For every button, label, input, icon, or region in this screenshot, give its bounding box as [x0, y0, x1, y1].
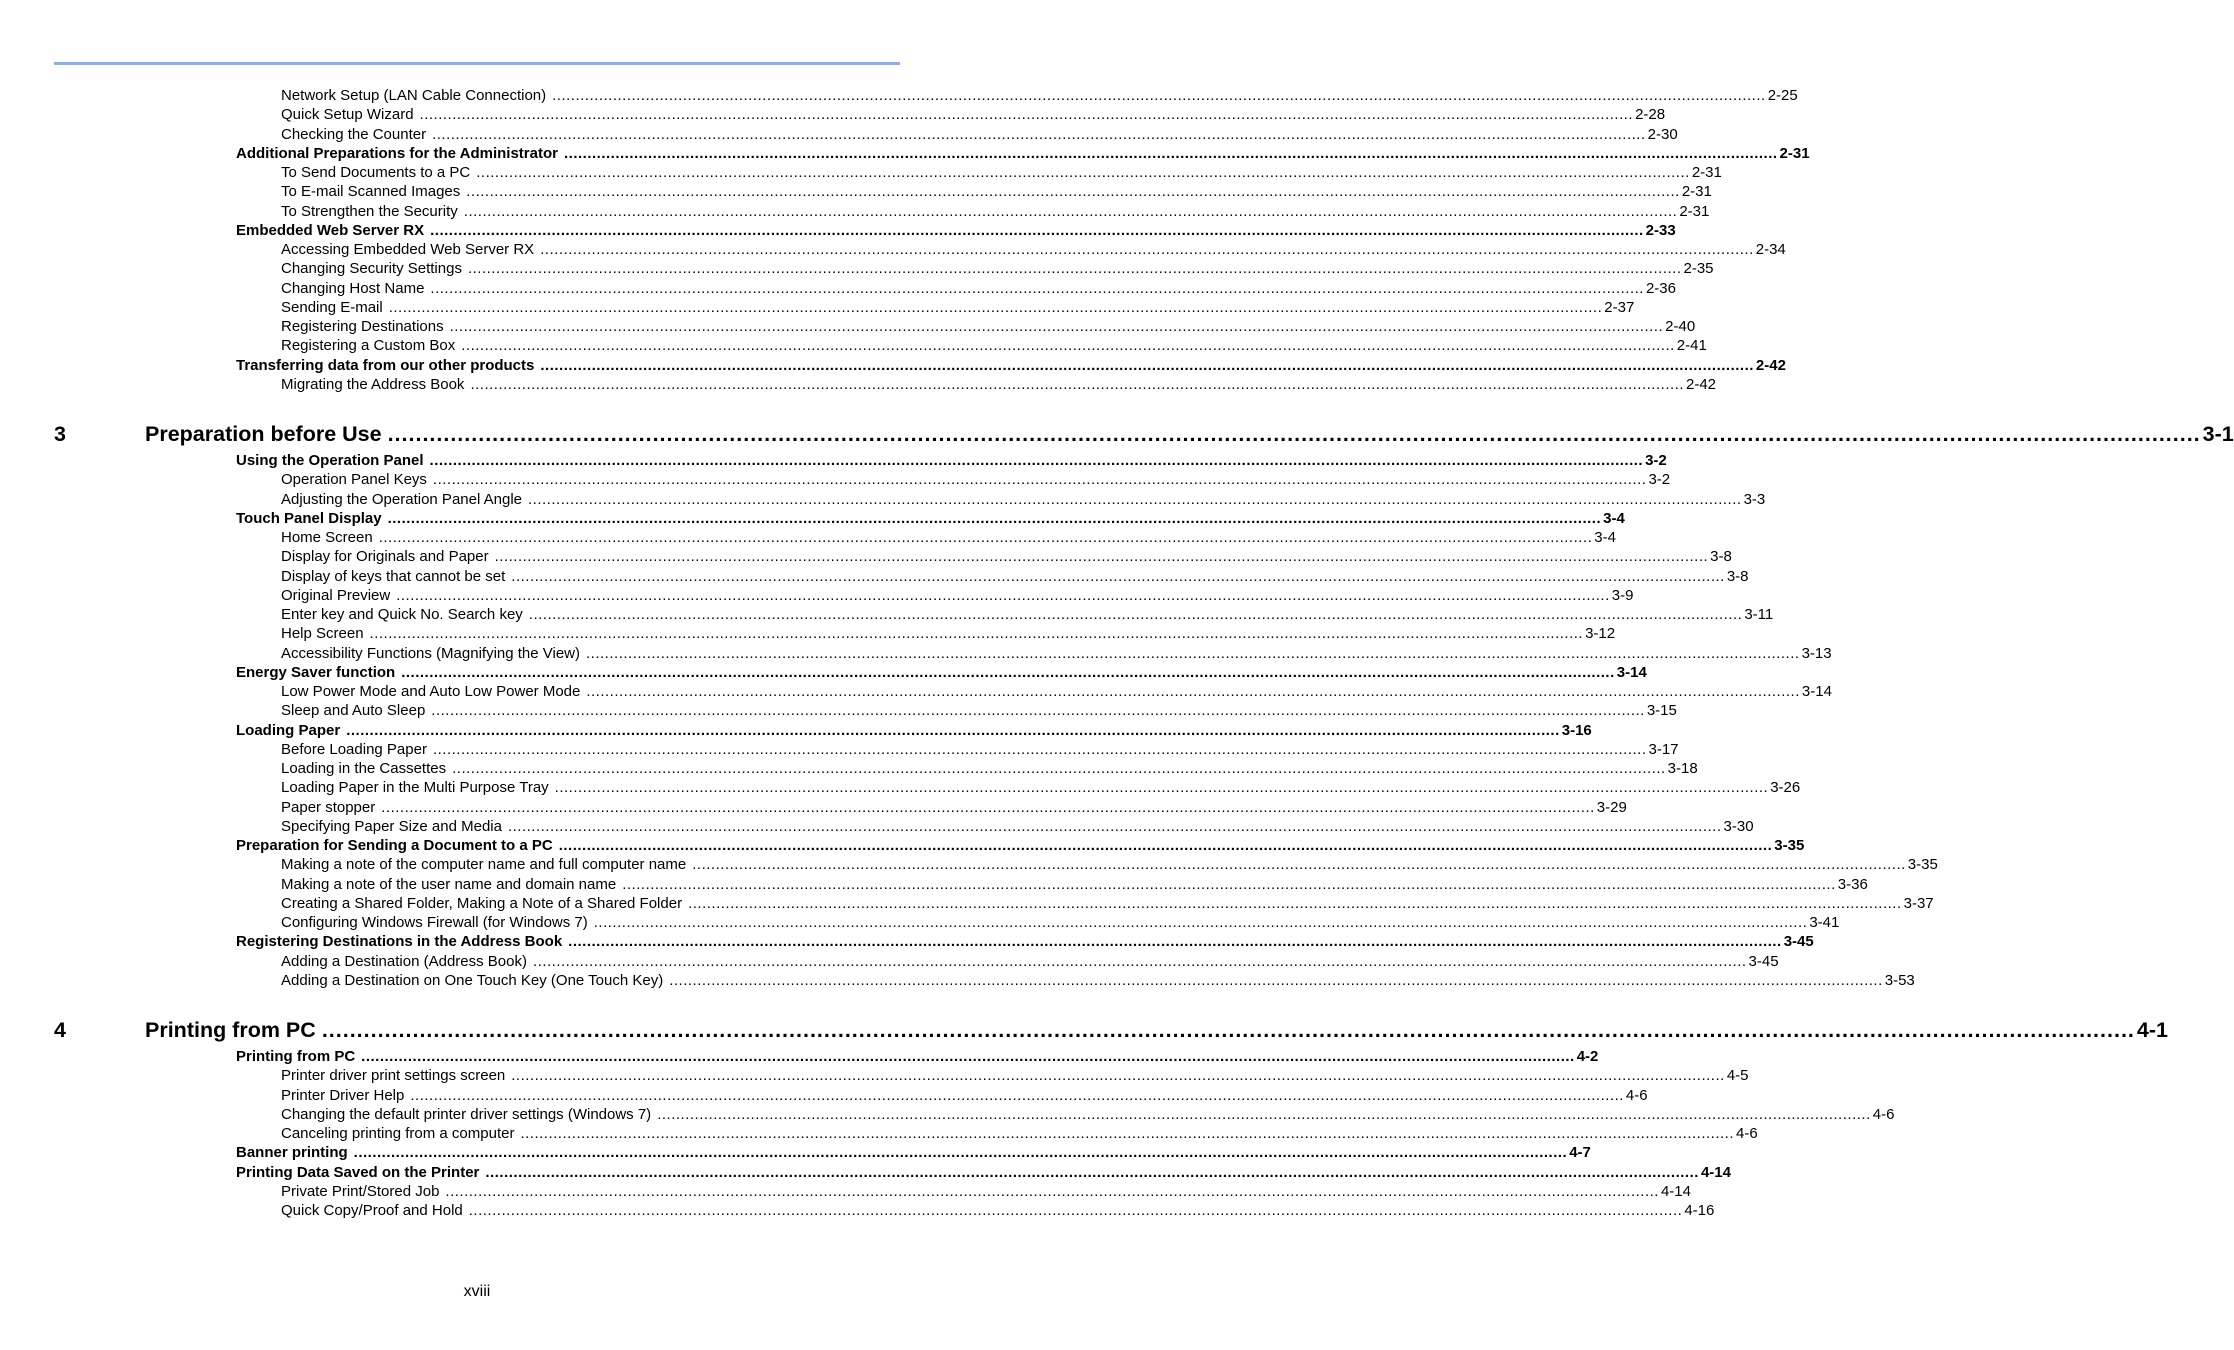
toc-section-entry[interactable] — [236, 1143, 1591, 1163]
entry-title: Enter key and Quick No. Search key — [281, 606, 523, 623]
dot-leader: .................................................................................................................................................................................................................................................................... — [563, 144, 1778, 162]
dot-leader: .................................................................................................................................................................................................................................................................... — [346, 721, 1560, 739]
entry-title: Changing Security Settings — [281, 260, 462, 278]
toc-section-entry[interactable] — [236, 509, 1625, 529]
entry-page-number: 3-29 — [1596, 798, 1627, 816]
entry-title: Registering Destinations — [281, 318, 444, 335]
entry-title: Home Screen — [281, 529, 373, 546]
dot-leader: .................................................................................................................................................................................................................................................................... — [396, 586, 1610, 604]
entry-page-number: 3-35 — [1774, 837, 1805, 854]
toc-section-entry[interactable] — [236, 932, 1814, 952]
entry-page-number: 4-14 — [1700, 1163, 1731, 1181]
dot-leader: .................................................................................................................................................................................................................................................................... — [378, 529, 1593, 546]
entry-title: Loading in the Cassettes — [281, 760, 447, 777]
entry-title: Low Power Mode and Auto Low Power Mode — [281, 683, 581, 700]
entry-title: Operation Panel Keys — [281, 471, 427, 489]
dot-leader: .................................................................................................................................................................................................................................................................... — [430, 279, 1644, 297]
entry-title: Energy Saver function — [236, 663, 396, 681]
entry-page-number: 4-16 — [1684, 1202, 1715, 1219]
dot-leader: .................................................................................................................................................................................................................................................................... — [430, 221, 1644, 239]
dot-leader: .................................................................................................................................................................................................................................................................... — [669, 971, 1883, 989]
entry-title: Embedded Web Server RX — [236, 221, 425, 239]
entry-page-number: 3-13 — [1801, 644, 1832, 662]
dot-leader: .................................................................................................................................................................................................................................................................... — [432, 125, 1646, 143]
dot-leader: .................................................................................................................................................................................................................................................................... — [468, 1202, 1683, 1219]
entry-page-number: 3-11 — [1744, 606, 1774, 623]
entry-page-number: 3-53 — [1884, 971, 1915, 989]
entry-page-number: 2-31 — [1681, 183, 1712, 201]
toc-subsection-entry[interactable] — [281, 125, 1678, 145]
toc-subsection-entry[interactable] — [281, 298, 1635, 318]
page-number: xviii — [463, 1283, 491, 1300]
dot-leader: .................................................................................................................................................................................................................................................................... — [511, 567, 1725, 585]
entry-page-number: 3-3 — [1743, 490, 1766, 508]
entry-page-number: 2-36 — [1645, 279, 1676, 297]
entry-title: Additional Preparations for the Administrator — [236, 144, 558, 162]
toc-subsection-entry[interactable] — [281, 644, 1832, 664]
dot-leader: .................................................................................................................................................................................................................................................................... — [688, 894, 1902, 912]
dot-leader: .................................................................................................................................................................................................................................................................... — [532, 952, 1747, 970]
entry-title: Banner printing — [236, 1144, 348, 1162]
toc-subsection-entry[interactable] — [281, 1124, 1758, 1144]
entry-page-number: 3-8 — [1710, 548, 1732, 566]
entry-page-number: 4-1 — [2136, 1018, 2168, 1042]
toc-subsection-entry[interactable] — [281, 817, 1754, 837]
entry-page-number: 2-25 — [1767, 87, 1798, 104]
dot-leader: .................................................................................................................................................................................................................................................................... — [507, 817, 1722, 835]
dot-leader: .................................................................................................................................................................................................................................................................... — [467, 260, 1682, 278]
toc-section-entry[interactable] — [236, 1047, 1599, 1067]
entry-title: Adding a Destination (Address Book) — [281, 952, 527, 970]
toc-subsection-entry[interactable] — [281, 1066, 1749, 1086]
entry-title: Sending E-mail — [281, 298, 383, 316]
chapter-number: 4 — [54, 1018, 66, 1042]
dot-leader: .................................................................................................................................................................................................................................................................... — [431, 702, 1645, 720]
entry-title: Printing Data Saved on the Printer — [236, 1163, 480, 1181]
dot-leader: .................................................................................................................................................................................................................................................................... — [554, 779, 1769, 797]
entry-page-number: 3-35 — [1907, 856, 1938, 874]
entry-page-number: 4-6 — [1872, 1105, 1895, 1123]
toc-section-entry[interactable] — [236, 221, 1676, 241]
toc-section-entry[interactable] — [236, 356, 1786, 376]
dot-leader: .................................................................................................................................................................................................................................................................... — [387, 509, 1602, 527]
entry-page-number: 3-37 — [1903, 894, 1934, 912]
toc-subsection-entry[interactable] — [281, 798, 1627, 818]
entry-title: Paper stopper — [281, 798, 376, 816]
dot-leader: .................................................................................................................................................................................................................................................................... — [586, 683, 1800, 700]
toc-subsection-entry[interactable] — [281, 952, 1779, 972]
dot-leader: .................................................................................................................................................................................................................................................................... — [321, 1018, 2135, 1042]
toc-section-entry[interactable] — [236, 144, 1810, 164]
chapter-number: 3 — [54, 422, 66, 446]
dot-leader: .................................................................................................................................................................................................................................................................... — [369, 625, 1584, 643]
toc-subsection-entry[interactable] — [281, 336, 1707, 356]
entry-page-number: 2-33 — [1645, 221, 1676, 239]
dot-leader: .................................................................................................................................................................................................................................................................... — [494, 548, 1709, 566]
entry-title: Registering Destinations in the Address Book — [236, 933, 563, 951]
entry-page-number: 2-31 — [1779, 144, 1810, 162]
toc-subsection-entry[interactable] — [281, 1086, 1648, 1106]
dot-leader: .................................................................................................................................................................................................................................................................... — [429, 452, 1644, 469]
toc-section-entry[interactable] — [236, 721, 1592, 741]
toc-subsection-entry[interactable] — [281, 624, 1616, 644]
dot-leader: .................................................................................................................................................................................................................................................................... — [692, 856, 1906, 874]
dot-leader: .................................................................................................................................................................................................................................................................... — [353, 1144, 1568, 1162]
entry-page-number: 3-14 — [1616, 663, 1647, 681]
dot-leader: .................................................................................................................................................................................................................................................................... — [419, 106, 1634, 124]
entry-page-number: 3-2 — [1648, 471, 1671, 489]
toc-subsection-entry[interactable] — [281, 605, 1774, 625]
toc-subsection-entry[interactable] — [281, 875, 1868, 895]
toc-subsection-entry[interactable] — [281, 855, 1938, 875]
dot-leader: .................................................................................................................................................................................................................................................................... — [485, 1163, 1699, 1181]
dot-leader: .................................................................................................................................................................................................................................................................... — [461, 337, 1675, 355]
entry-page-number: 3-15 — [1646, 702, 1677, 720]
entry-page-number: 3-9 — [1611, 586, 1634, 604]
dot-leader: .................................................................................................................................................................................................................................................................... — [520, 1125, 1734, 1142]
entry-title: Original Preview — [281, 586, 391, 604]
entry-title: Registering a Custom Box — [281, 337, 456, 355]
entry-title: Quick Setup Wizard — [281, 106, 414, 124]
entry-title: Printer driver print settings screen — [281, 1067, 506, 1085]
toc-subsection-entry[interactable] — [281, 182, 1712, 202]
dot-leader: .................................................................................................................................................................................................................................................................... — [410, 1086, 1624, 1104]
entry-page-number: 2-37 — [1604, 298, 1635, 316]
entry-page-number: 3-41 — [1809, 914, 1840, 931]
entry-title: Making a note of the computer name and full computer name — [281, 856, 687, 874]
dot-leader: .................................................................................................................................................................................................................................................................... — [593, 914, 1808, 931]
toc-subsection-entry[interactable] — [281, 913, 1840, 933]
entry-page-number: 3-4 — [1603, 509, 1625, 527]
entry-page-number: 2-28 — [1635, 106, 1666, 124]
toc-subsection-entry[interactable] — [281, 759, 1698, 779]
entry-title: Creating a Shared Folder, Making a Note of a Shared Folder — [281, 894, 683, 912]
toc-subsection-entry[interactable] — [281, 490, 1766, 510]
entry-title: To Strengthen the Security — [281, 202, 458, 220]
toc-subsection-entry[interactable] — [281, 567, 1749, 587]
entry-title: Private Print/Stored Job — [281, 1182, 440, 1200]
toc-subsection-entry[interactable] — [281, 701, 1677, 721]
entry-page-number: 2-34 — [1755, 241, 1786, 258]
dot-leader: .................................................................................................................................................................................................................................................................... — [432, 471, 1647, 489]
entry-page-number: 3-4 — [1594, 529, 1616, 546]
entry-page-number: 4-5 — [1726, 1067, 1749, 1085]
entry-title: Before Loading Paper — [281, 740, 427, 758]
toc-subsection-entry[interactable] — [281, 1201, 1715, 1221]
dot-leader: .................................................................................................................................................................................................................................................................... — [445, 1182, 1659, 1200]
entry-title: Loading Paper in the Multi Purpose Tray — [281, 779, 549, 797]
toc-subsection-entry[interactable] — [281, 1105, 1895, 1125]
dot-leader: .................................................................................................................................................................................................................................................................... — [476, 164, 1690, 181]
entry-title: To E-mail Scanned Images — [281, 183, 461, 201]
toc-subsection-entry[interactable] — [281, 682, 1832, 702]
toc-subsection-entry[interactable] — [281, 1182, 1691, 1202]
entry-title: Sleep and Auto Sleep — [281, 702, 426, 720]
entry-page-number: 3-12 — [1585, 625, 1616, 643]
entry-title: Changing Host Name — [281, 279, 425, 297]
entry-title: Migrating the Address Book — [281, 375, 465, 393]
entry-page-number: 3-26 — [1770, 779, 1801, 797]
toc-subsection-entry[interactable] — [281, 317, 1696, 337]
dot-leader: .................................................................................................................................................................................................................................................................... — [511, 1067, 1725, 1085]
entry-page-number: 3-45 — [1783, 933, 1814, 951]
toc-subsection-entry[interactable] — [281, 778, 1801, 798]
toc-chapter-entry[interactable] — [54, 420, 2234, 448]
toc-subsection-entry[interactable] — [281, 528, 1616, 548]
entry-title: Display for Originals and Paper — [281, 548, 489, 566]
entry-page-number: 3-30 — [1723, 817, 1754, 835]
dot-leader: .................................................................................................................................................................................................................................................................... — [466, 183, 1680, 201]
entry-page-number: 2-35 — [1683, 260, 1714, 278]
entry-title: Canceling printing from a computer — [281, 1125, 515, 1142]
entry-title: To Send Documents to a PC — [281, 164, 471, 181]
entry-page-number: 3-8 — [1726, 567, 1749, 585]
entry-page-number: 3-36 — [1837, 875, 1868, 893]
entry-page-number: 4-7 — [1569, 1144, 1591, 1162]
entry-title: Printing from PC — [236, 1048, 356, 1065]
entry-page-number: 4-6 — [1736, 1125, 1758, 1142]
entry-page-number: 3-17 — [1648, 740, 1679, 758]
dot-leader: .................................................................................................................................................................................................................................................................... — [388, 298, 1603, 316]
toc-subsection-entry[interactable] — [281, 586, 1634, 606]
dot-leader: .................................................................................................................................................................................................................................................................... — [361, 1048, 1575, 1065]
dot-leader: .................................................................................................................................................................................................................................................................... — [568, 933, 1782, 951]
entry-title: Quick Copy/Proof and Hold — [281, 1202, 463, 1219]
entry-title: Help Screen — [281, 625, 364, 643]
entry-page-number: 2-42 — [1755, 356, 1786, 374]
entry-title: Adding a Destination on One Touch Key (One Touch Key) — [281, 971, 664, 989]
toc-section-entry[interactable] — [236, 1163, 1731, 1183]
entry-page-number: 3-14 — [1801, 683, 1832, 700]
dot-leader: .................................................................................................................................................................................................................................................................... — [657, 1105, 1871, 1123]
entry-title: Touch Panel Display — [236, 509, 382, 527]
entry-title: Configuring Windows Firewall (for Windows 7) — [281, 914, 588, 931]
entry-title: Printer Driver Help — [281, 1086, 405, 1104]
dot-leader: .................................................................................................................................................................................................................................................................... — [470, 375, 1684, 393]
entry-title: Loading Paper — [236, 721, 341, 739]
entry-page-number: 2-31 — [1679, 202, 1710, 220]
toc-subsection-entry[interactable] — [281, 202, 1710, 222]
entry-title: Changing the default printer driver settings (Windows 7) — [281, 1105, 652, 1123]
dot-leader: .................................................................................................................................................................................................................................................................... — [452, 760, 1666, 777]
dot-leader: .................................................................................................................................................................................................................................................................... — [622, 875, 1836, 893]
entry-title: Adjusting the Operation Panel Angle — [281, 490, 523, 508]
entry-title: Preparation for Sending a Document to a PC — [236, 837, 553, 854]
toc-subsection-entry[interactable] — [281, 163, 1722, 183]
entry-title: Making a note of the user name and domain name — [281, 875, 617, 893]
entry-page-number: 4-14 — [1660, 1182, 1691, 1200]
entry-page-number: 3-1 — [2202, 422, 2234, 446]
toc-subsection-entry[interactable] — [281, 971, 1915, 991]
toc-subsection-entry[interactable] — [281, 86, 1798, 106]
dot-leader: .................................................................................................................................................................................................................................................................... — [401, 663, 1615, 681]
dot-leader: .................................................................................................................................................................................................................................................................... — [528, 606, 1743, 623]
entry-title: Checking the Counter — [281, 125, 427, 143]
entry-page-number: 3-45 — [1748, 952, 1779, 970]
toc-subsection-entry[interactable] — [281, 279, 1676, 299]
entry-page-number: 3-2 — [1645, 452, 1667, 469]
entry-page-number: 2-42 — [1685, 375, 1717, 393]
dot-leader: .................................................................................................................................................................................................................................................................... — [586, 644, 1800, 662]
toc-section-entry[interactable] — [236, 836, 1805, 856]
toc-subsection-entry[interactable] — [281, 740, 1679, 760]
dot-leader: .................................................................................................................................................................................................................................................................... — [552, 87, 1766, 104]
entry-title: Accessing Embedded Web Server RX — [281, 241, 535, 258]
entry-title: Network Setup (LAN Cable Connection) — [281, 87, 547, 104]
entry-title: Preparation before Use — [145, 422, 382, 446]
entry-page-number: 4-6 — [1625, 1086, 1648, 1104]
toc-subsection-entry[interactable] — [281, 240, 1786, 260]
dot-leader: .................................................................................................................................................................................................................................................................... — [381, 798, 1595, 816]
entry-title: Transferring data from our other products — [236, 356, 535, 374]
dot-leader: .................................................................................................................................................................................................................................................................... — [449, 318, 1664, 335]
dot-leader: .................................................................................................................................................................................................................................................................... — [540, 356, 1754, 374]
dot-leader: .................................................................................................................................................................................................................................................................... — [540, 241, 1754, 258]
dot-leader: .................................................................................................................................................................................................................................................................... — [463, 202, 1678, 220]
entry-page-number: 3-16 — [1561, 721, 1592, 739]
toc-subsection-entry[interactable] — [281, 375, 1717, 395]
dot-leader: .................................................................................................................................................................................................................................................................... — [558, 837, 1773, 854]
entry-title: Accessibility Functions (Magnifying the View) — [281, 644, 581, 662]
dot-leader: .................................................................................................................................................................................................................................................................... — [432, 740, 1647, 758]
toc-subsection-entry[interactable] — [281, 547, 1732, 567]
toc-subsection-entry[interactable] — [281, 470, 1671, 490]
entry-title: Specifying Paper Size and Media — [281, 817, 502, 835]
entry-title: Using the Operation Panel — [236, 452, 424, 469]
entry-page-number: 2-30 — [1647, 125, 1678, 143]
entry-page-number: 3-18 — [1667, 760, 1698, 777]
toc-section-entry[interactable] — [236, 663, 1647, 683]
toc-subsection-entry[interactable] — [281, 105, 1666, 125]
entry-page-number: 2-40 — [1665, 318, 1696, 335]
entry-page-number: 4-2 — [1576, 1048, 1599, 1065]
entry-page-number: 2-41 — [1676, 337, 1707, 355]
dot-leader: .................................................................................................................................................................................................................................................................... — [387, 422, 2201, 446]
toc-subsection-entry[interactable] — [281, 259, 1714, 279]
dot-leader: .................................................................................................................................................................................................................................................................... — [528, 490, 1742, 508]
entry-title: Printing from PC — [145, 1018, 316, 1042]
toc-chapter-entry[interactable] — [54, 1016, 2168, 1044]
entry-title: Display of keys that cannot be set — [281, 567, 506, 585]
entry-page-number: 2-31 — [1691, 164, 1722, 181]
toc-subsection-entry[interactable] — [281, 894, 1934, 914]
toc-section-entry[interactable] — [236, 451, 1667, 471]
